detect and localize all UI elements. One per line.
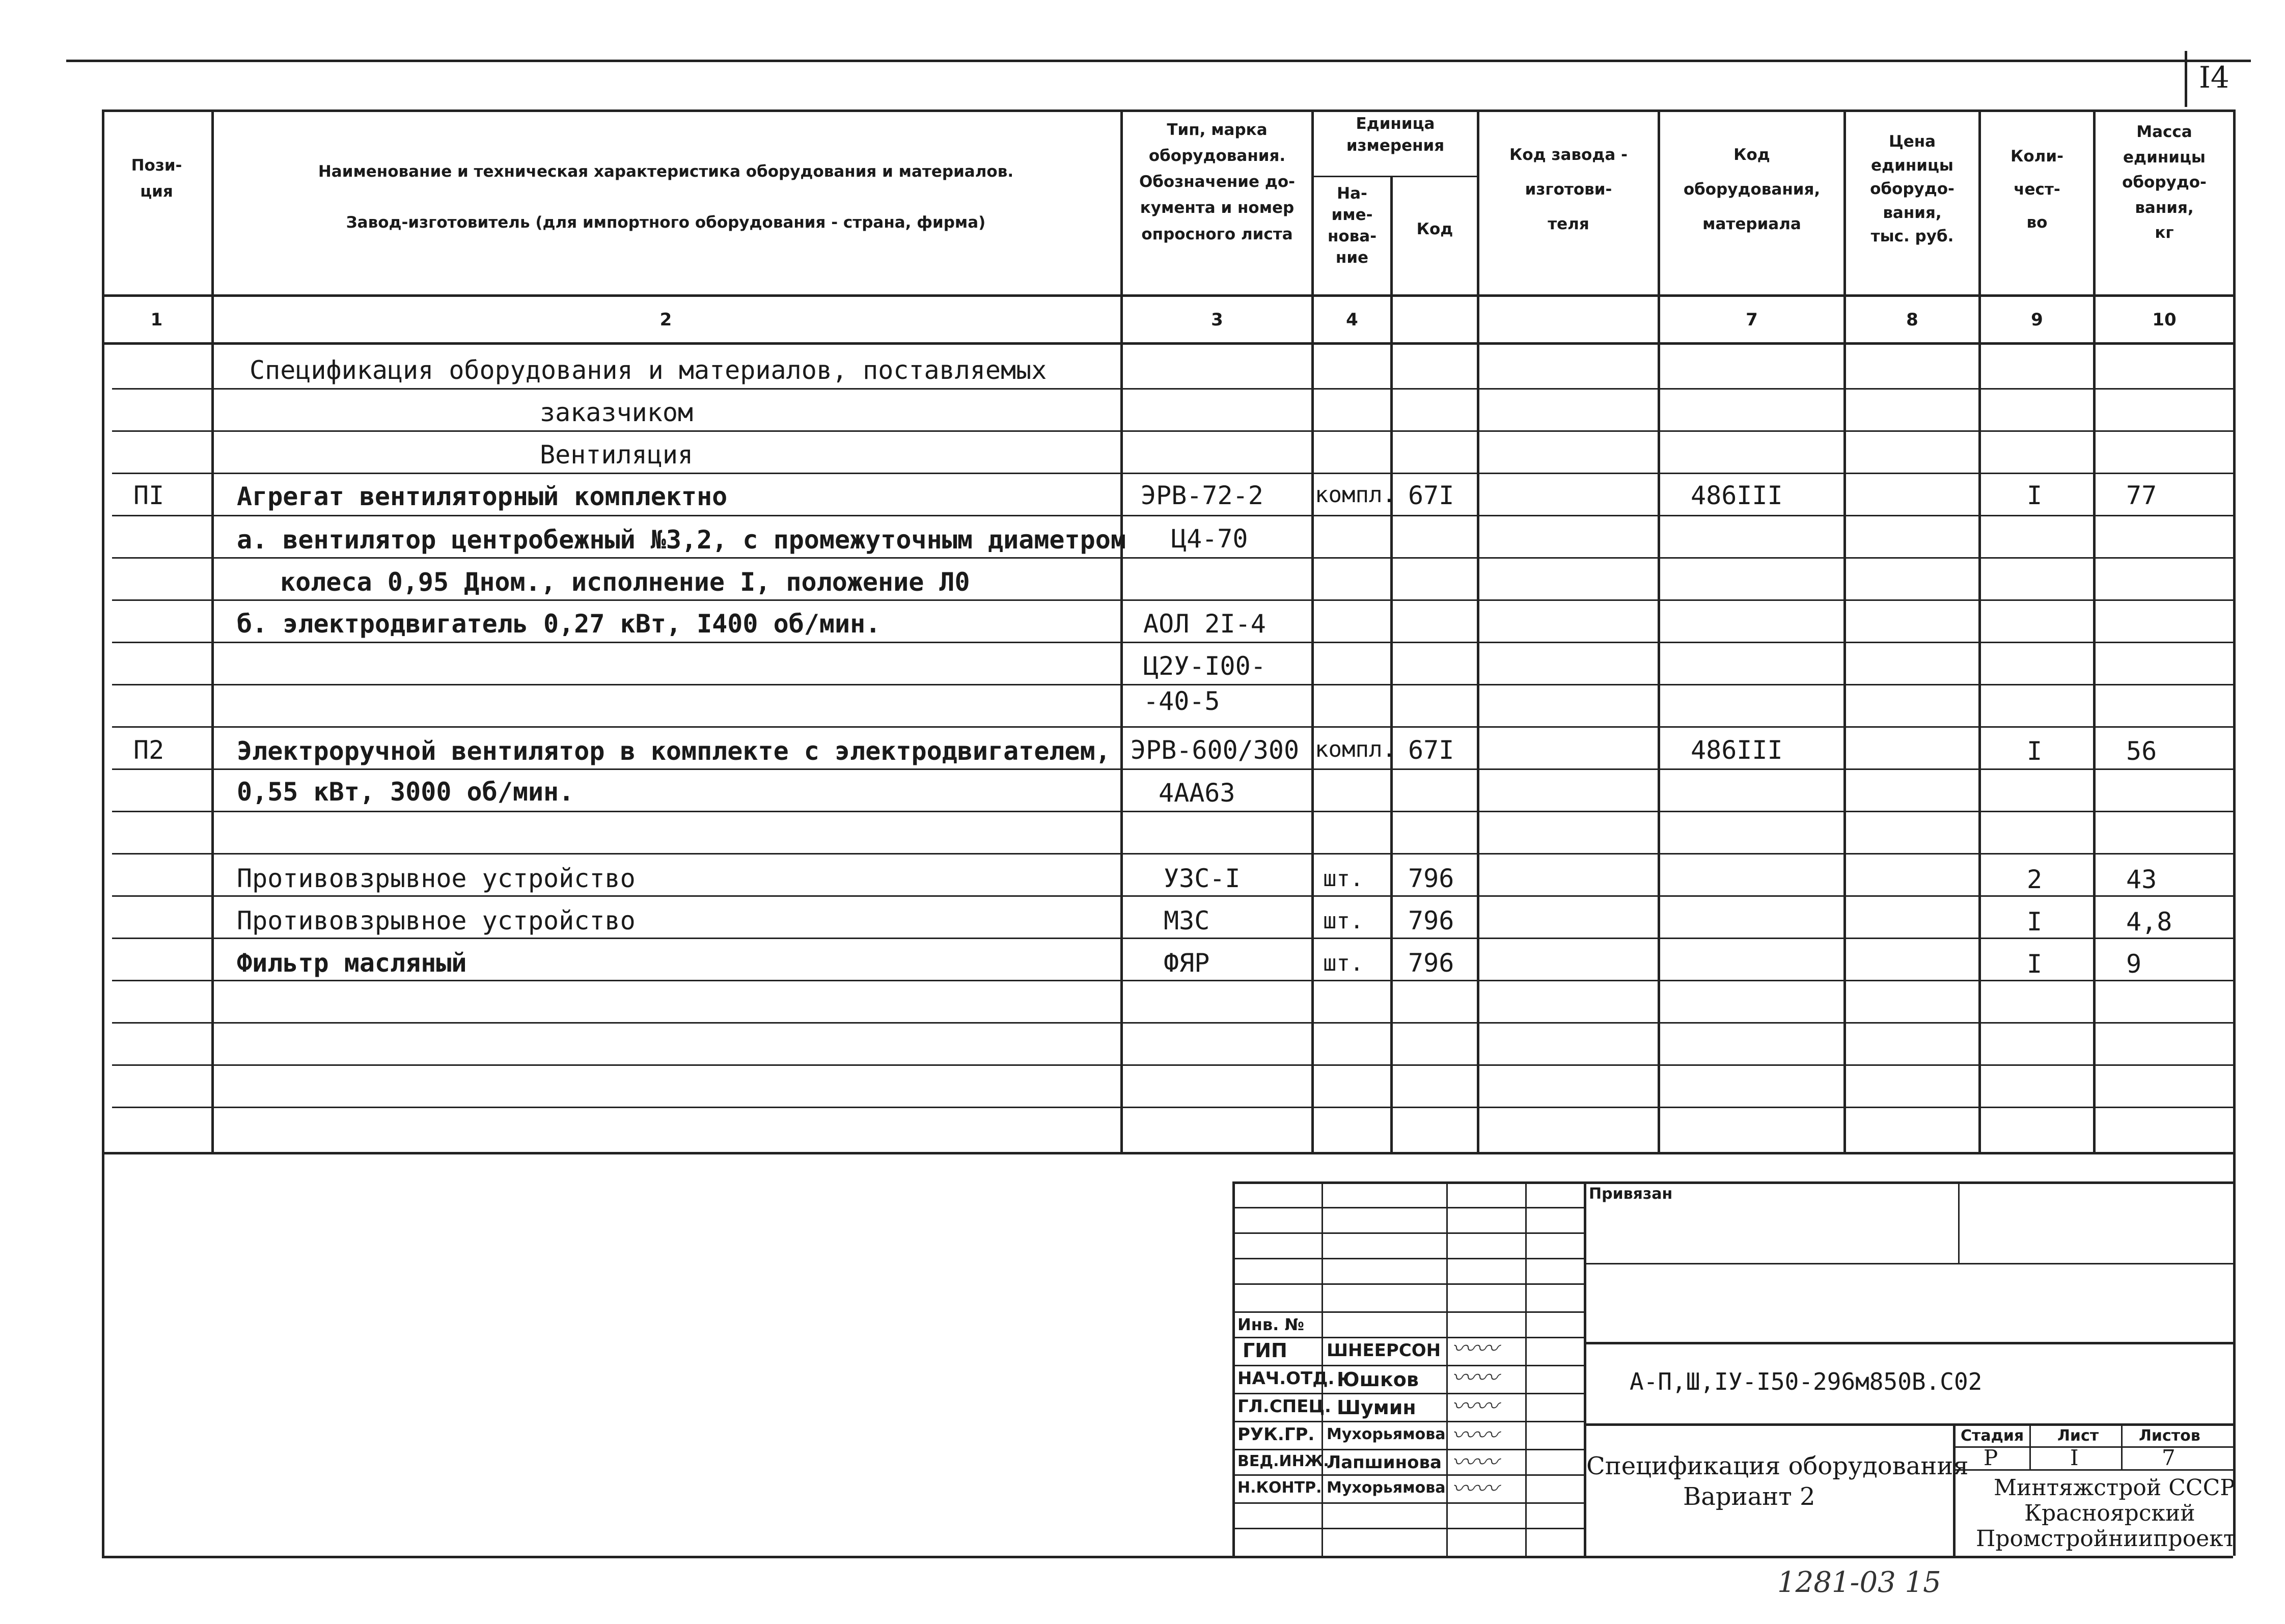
header-unit-code: Код [1416,220,1453,238]
table-row-type: -40-5 [1143,686,1220,716]
colnum-4: 4 [1346,310,1358,330]
table-row-name: Агрегат вентиляторный комплектно [237,482,728,511]
organization-institute: Промстройниипроект [1976,1526,2236,1552]
table-row-unit-code: 67I [1408,735,1454,765]
staff-role: ГЛ.СПЕЦ. [1237,1396,1331,1417]
staff-name: Мухорьямова [1327,1479,1446,1497]
document-subtitle: Вариант 2 [1683,1482,1815,1511]
colnum-2: 2 [659,310,672,330]
stage-value: Р [1984,1445,1998,1470]
header-unit-group: Единица измерения [1346,115,1445,155]
table-row-unit: шт. [1323,908,1364,934]
header-equipment-code: Код оборудования, материала [1683,146,1821,234]
table-row-mass: 4,8 [2126,907,2172,937]
staff-name: Юшков [1337,1368,1419,1391]
table-row-type: ЭРВ-600/300 [1131,735,1300,765]
table-row-quantity: I [2027,949,2043,979]
organization-ministry: Минтяжстрой СССР [1994,1475,2235,1501]
colnum-1: 1 [150,310,163,330]
table-row-name: заказчиком [540,398,694,427]
table-row-type: МЗС [1164,906,1210,935]
table-row-type: 4АА63 [1159,778,1235,808]
table-row-quantity: I [2027,481,2043,510]
header-position: Пози- ция [131,156,182,201]
table-row-name: Фильтр масляный [237,948,467,978]
signature: 〰〰 [1451,1421,1498,1449]
staff-role: ГИП [1243,1339,1287,1362]
staff-role: Н.КОНТР. [1237,1479,1322,1497]
header-quantity: Коли- чест- во [2011,147,2063,232]
staff-name: ШНЕЕРСОН [1327,1340,1441,1361]
staff-name: Мухорьямова [1327,1425,1446,1443]
colnum-7: 7 [1746,310,1758,330]
organization-city: Красноярский [2024,1500,2195,1526]
staff-role: ВЕД.ИНЖ. [1237,1452,1329,1470]
table-row-unit-code: 796 [1408,906,1454,935]
table-row-type: АОЛ 2I-4 [1143,609,1266,639]
inventory-label: Инв. № [1237,1315,1304,1334]
table-row-unit: шт. [1323,866,1364,892]
table-row-type: ЭРВ-72-2 [1141,481,1263,510]
table-row-quantity: I [2027,736,2043,766]
privyazan-label: Привязан [1589,1185,1673,1203]
table-row-type: ФЯР [1164,948,1210,978]
table-row-unit-code: 796 [1408,864,1454,893]
table-row-equipment-code: 486III [1691,481,1783,510]
table-row-quantity: I [2027,907,2043,937]
document-code: А-П,Ш,IУ-I50-296м850В.С02 [1630,1368,1983,1395]
header-name-line1: Наименование и техническая характеристика оборудования и материалов. [318,162,1014,181]
table-row-mass: 9 [2126,949,2142,979]
table-row-name: Противовзрывное устройство [237,906,636,935]
colnum-8: 8 [1906,310,1918,330]
table-row-unit: шт. [1323,950,1364,976]
table-row-mass: 77 [2126,481,2157,510]
table-row-name: Противовзрывное устройство [237,864,636,893]
staff-name: Лапшинова [1327,1452,1442,1473]
sheet-label: Лист [2057,1427,2099,1445]
header-name-line2: Завод-изготовитель (для импортного оборудования - страна, фирма) [346,213,986,232]
signature: 〰〰 [1451,1335,1498,1362]
table-row-quantity: 2 [2027,865,2043,894]
table-row-name: а. вентилятор центробежный №3,2, с промежуточным диаметром [237,525,1126,555]
staff-name: Шумин [1337,1396,1416,1419]
stage-label: Стадия [1961,1427,2024,1445]
colnum-10: 10 [2152,310,2177,330]
table-row-name: Электроручной вентилятор в комплекте с электродвигателем, [237,736,1111,766]
header-unit-name: На- име- нова- ние [1327,184,1377,267]
table-row-unit: компл. [1315,736,1396,762]
table-row-name: колеса 0,95 Дном., исполнение I, положение Л0 [280,567,970,597]
table-row-equipment-code: 486III [1691,735,1783,765]
sheets-label: Листов [2139,1427,2200,1445]
table-row-type: Ц4-70 [1171,524,1248,554]
table-row-unit-code: 67I [1408,481,1454,510]
sheet-number: I4 [2199,60,2229,95]
colnum-3: 3 [1211,310,1223,330]
sheet-number-box [2185,51,2187,107]
document-title: Спецификация оборудования [1586,1452,1969,1480]
staff-role: РУК.ГР. [1237,1424,1315,1445]
table-row-unit-code: 796 [1408,948,1454,978]
table-row-mass: 56 [2126,736,2157,766]
signature: 〰〰 [1451,1448,1498,1476]
header-mass: Масса единицы оборудо- вания, кг [2122,123,2207,242]
table-row-name: Вентиляция [540,440,694,470]
signature: 〰〰 [1451,1392,1498,1420]
sheet-value: I [2070,1445,2079,1470]
table-row-mass: 43 [2126,865,2157,894]
header-plant-code: Код завода - изготови- теля [1509,146,1628,234]
header-type: Тип, марка оборудования. Обозначение до- кумента и номер опросного листа [1139,121,1296,243]
archive-number: 1281-03 15 [1777,1566,1941,1599]
header-price: Цена единицы оборудо- вания, тыс. руб. [1870,132,1954,245]
table-row-type: УЗС-I [1164,864,1241,893]
signature: 〰〰 [1451,1475,1498,1502]
sheets-value: 7 [2162,1445,2176,1470]
top-rule [66,60,2251,62]
staff-role: НАЧ.ОТД. [1237,1368,1335,1389]
table-row-unit: компл. [1315,482,1396,508]
table-row-position: ПI [133,481,164,510]
table-row-name: б. электродвигатель 0,27 кВт, I400 об/мин. [237,609,881,639]
table-row-name: 0,55 кВт, 3000 об/мин. [237,777,574,807]
table-row-name: Спецификация оборудования и материалов, поставляемых [250,355,1047,385]
signature: 〰〰 [1451,1364,1498,1391]
table-row-position: П2 [133,735,164,765]
table-row-type: Ц2У-I00- [1143,651,1266,681]
colnum-9: 9 [2031,310,2043,330]
